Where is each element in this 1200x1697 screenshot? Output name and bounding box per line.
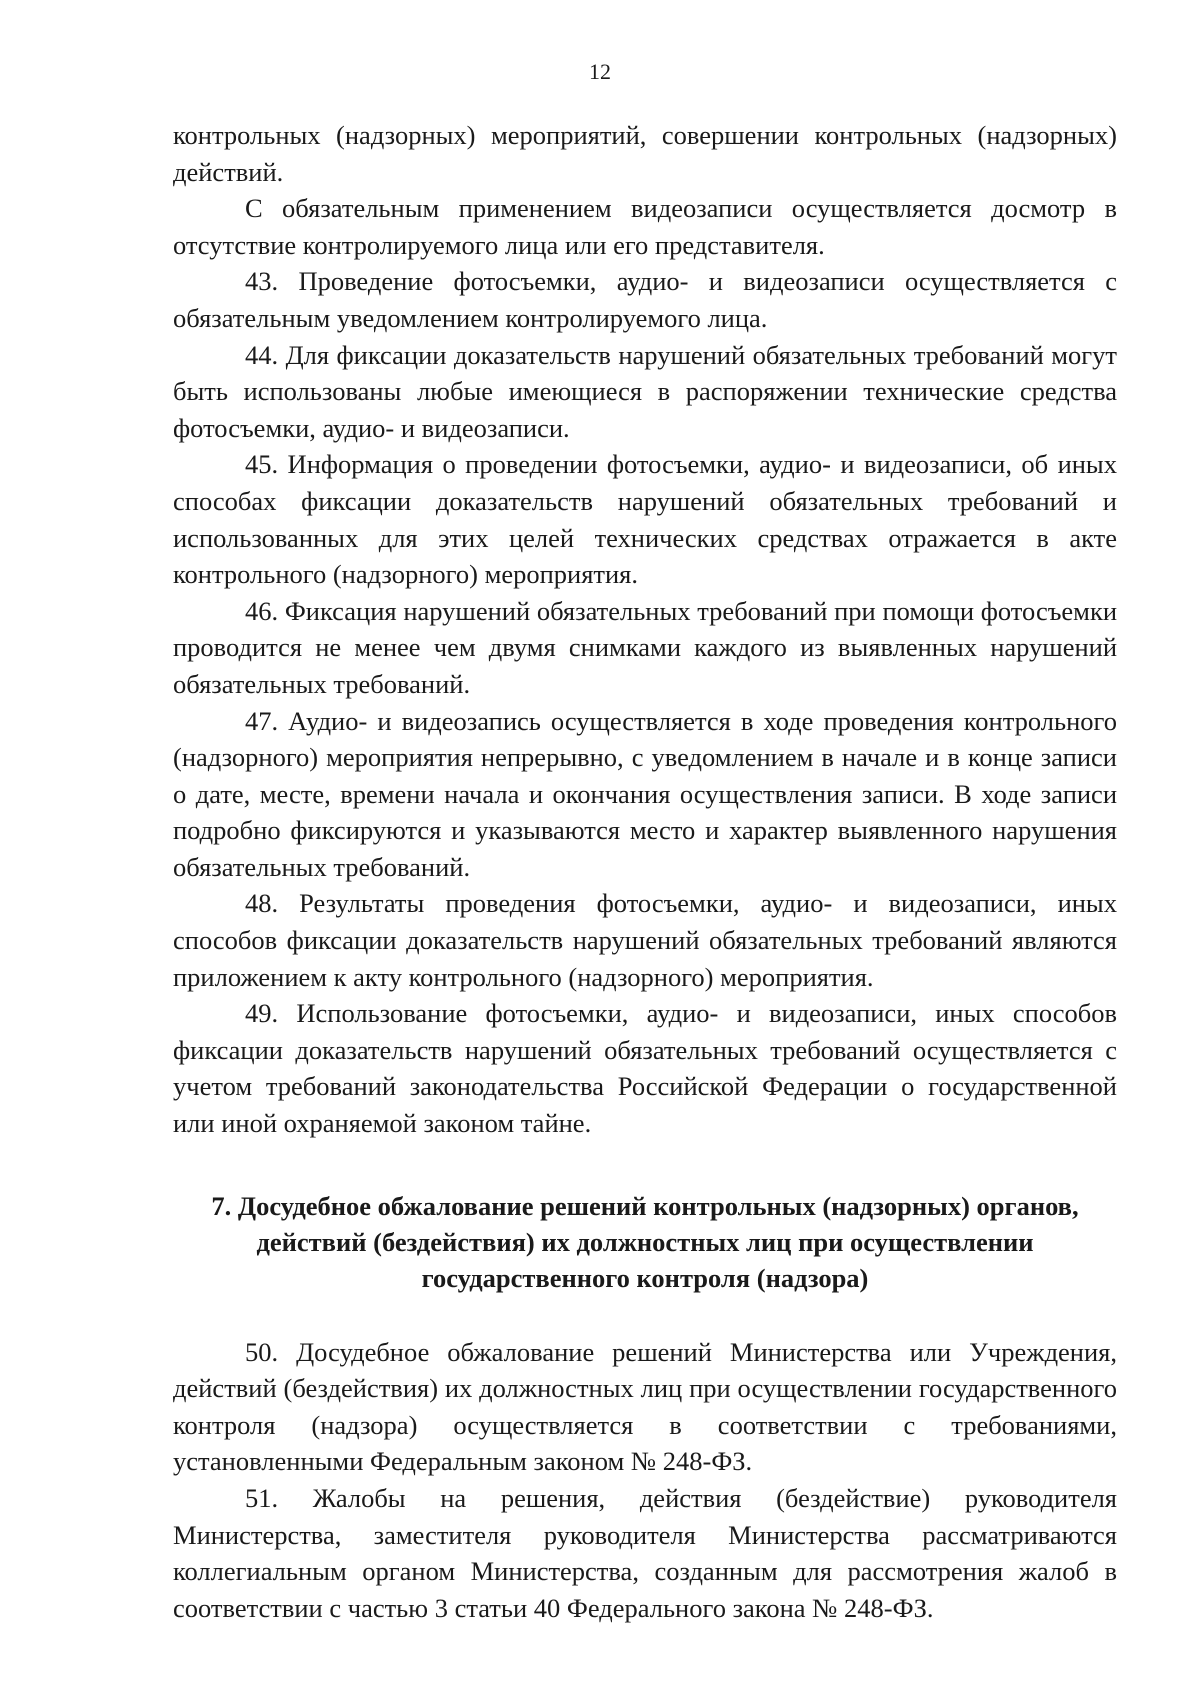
paragraph-47: 47. Аудио- и видеозапись осуществляется в ходе проведения контрольного (надзорного) мероприятия непрерывно, с уведомлением в начале и в конце записи о дате, месте, времени начала и окончания осуществления записи. В ходе записи подробно фиксируются и указываются место и характер выявленного нарушения обязательных требований. [173, 705, 1117, 882]
document-body [173, 117, 1117, 1626]
section-7-heading-line-2: действий (бездействия) их должностных лиц при осуществлении [256, 1226, 1034, 1257]
section-7-heading-line-3: государственного контроля (надзора) [421, 1262, 869, 1293]
paragraph-51: 51. Жалобы на решения, действия (бездействие) руководителя Министерства, заместителя руководителя Министерства рассматриваются коллегиальным органом Министерства, созданным для рассмотрения жалоб в соответствии с частью 3 статьи 40 Федерального закона № 248-ФЗ. [173, 1483, 1117, 1623]
paragraph-43: 43. Проведение фотосъемки, аудио- и видеозаписи осуществляется с обязательным уведомлением контролируемого лица. [173, 266, 1117, 333]
paragraph-45: 45. Информация о проведении фотосъемки, аудио- и видеозаписи, об иных способах фиксации доказательств нарушений обязательных требований и использованных для этих целей технических средствах отражается в акте контрольного (надзорного) мероприятия. [173, 449, 1117, 590]
paragraph-49: 49. Использование фотосъемки, аудио- и видеозаписи, иных способов фиксации доказательств нарушений обязательных требований осуществляется с учетом требований законодательства Российской Федерации о государственной или иной охраняемой законом тайне. [173, 998, 1117, 1139]
paragraph-video-inspection: С обязательным применением видеозаписи осуществляется досмотр в отсутствие контролируемого лица или его представителя. [173, 193, 1117, 260]
section-7-heading [173, 1188, 1117, 1296]
paragraph-44: 44. Для фиксации доказательств нарушений обязательных требований могут быть использованы любые имеющиеся в распоряжении технические средства фотосъемки, аудио- и видеозаписи. [173, 339, 1117, 443]
paragraph-48: 48. Результаты проведения фотосъемки, аудио- и видеозаписи, иных способов фиксации доказательств нарушений обязательных требований являются приложением к акту контрольного (надзорного) мероприятия. [173, 888, 1117, 992]
paragraph-50: 50. Досудебное обжалование решений Министерства или Учреждения, действий (бездействия) их должностных лиц при осуществлении государственного контроля (надзора) осуществляется в соответствии с требованиями, установленными Федеральным законом № 248-ФЗ. [173, 1336, 1117, 1477]
page-number: 12 [589, 59, 611, 84]
paragraph-continuation: контрольных (надзорных) мероприятий, совершении контрольных (надзорных) действий. [173, 120, 1117, 187]
section-7-heading-line-1: 7. Досудебное обжалование решений контрольных (надзорных) органов, [211, 1190, 1079, 1221]
paragraph-46: 46. Фиксация нарушений обязательных требований при помощи фотосъемки проводится не менее чем двумя снимками каждого из выявленных нарушений обязательных требований. [173, 595, 1117, 699]
